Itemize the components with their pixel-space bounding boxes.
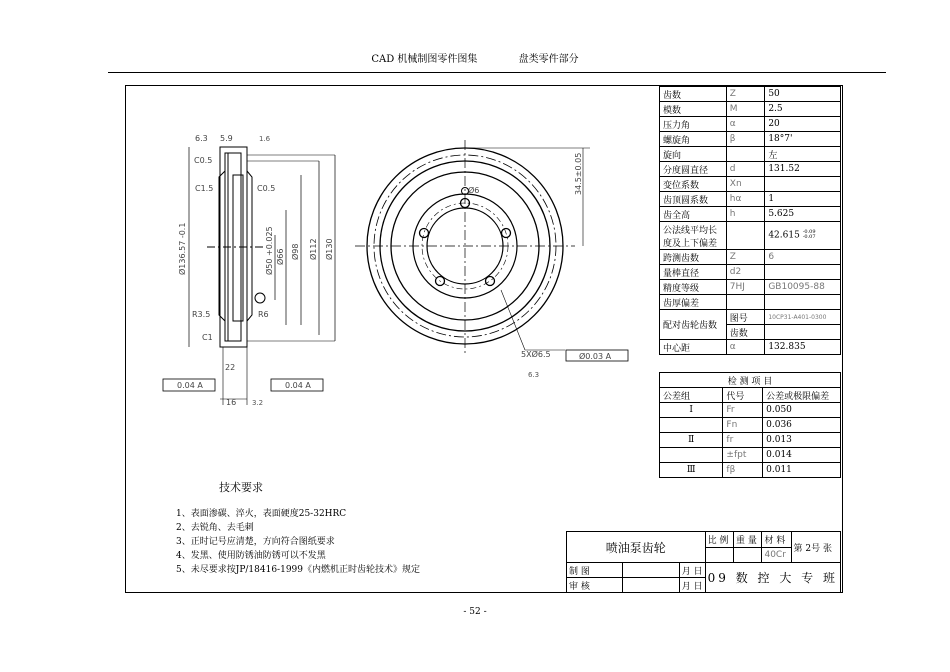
req-item: 5、未尽要求按JP/18416-1999《内燃机正时齿轮技术》规定 xyxy=(176,565,420,575)
dim-r35: R3.5 xyxy=(192,310,211,319)
front-view xyxy=(355,140,590,355)
section-dims xyxy=(177,134,334,407)
page-header xyxy=(0,50,950,65)
req-item: 2、去锐角、去毛刺 xyxy=(176,523,254,533)
dim-w22: 22 xyxy=(225,363,236,372)
req-item: 4、发黑、使用防锈油防锈可以不发黑 xyxy=(176,551,326,561)
param-value xyxy=(765,222,841,250)
wk-tol-dn: -0.07 xyxy=(802,234,816,241)
param-symbol: h xyxy=(726,207,765,222)
inspect-val: 0.011 xyxy=(763,463,841,478)
inspect-grp: Ⅰ xyxy=(660,403,723,418)
dim-holes: 5XØ6.5 xyxy=(521,350,551,359)
dim-h345: 34.5±0.05 xyxy=(574,152,583,195)
dim-112: Ø112 xyxy=(309,238,318,260)
param-value: 5.625 xyxy=(765,207,841,222)
inspect-head-code: 代号 xyxy=(723,388,763,403)
param-row xyxy=(660,265,841,280)
ra63: 6.3 xyxy=(528,371,540,379)
inspection-table xyxy=(659,372,841,478)
tolerance-frame-1 xyxy=(163,379,215,391)
tb-material-val: 40Cr xyxy=(762,548,791,563)
param-name: 跨测齿数 xyxy=(660,250,727,265)
page-number: - 52 - xyxy=(463,607,487,617)
inspect-grp: Ⅱ xyxy=(660,433,723,448)
requirements-title: 技术要求 xyxy=(219,481,263,494)
param-name: 模数 xyxy=(660,102,727,117)
wk-val: 42.615 xyxy=(768,230,800,241)
param-name: 齿顶圆系数 xyxy=(660,192,727,207)
tol2-text: 0.04 A xyxy=(285,381,311,390)
inspect-code: Fr xyxy=(723,403,763,418)
param-value xyxy=(765,295,841,310)
param-name: 量棒直径 xyxy=(660,265,727,280)
inspect-title: 检 测 项 目 xyxy=(660,373,841,388)
ra32b: 3.2 xyxy=(252,399,264,407)
param-value: 131.52 xyxy=(765,162,841,177)
requirements-list xyxy=(176,507,420,577)
param-name: 齿全高 xyxy=(660,207,727,222)
dim-98: Ø98 xyxy=(291,243,300,260)
param-symbol xyxy=(726,295,765,310)
param-symbol: α xyxy=(726,340,765,355)
param-name: 分度圆直径 xyxy=(660,162,727,177)
param-row xyxy=(660,250,841,265)
dim-pos: Ø0.03 A xyxy=(579,352,612,361)
tol1-text: 0.04 A xyxy=(177,381,203,390)
inspect-grp xyxy=(660,418,723,433)
inspect-code: Fn xyxy=(723,418,763,433)
dim-c15: C1.5 xyxy=(195,184,214,193)
tolerance-frame-2 xyxy=(271,379,323,391)
dim-w63: 6.3 xyxy=(195,134,208,143)
wk-name2: 度及上下偏差 xyxy=(663,238,718,249)
dim-c1: C1 xyxy=(202,333,213,342)
param-name: 精度等级 xyxy=(660,280,727,295)
param-value: 18°7' xyxy=(765,132,841,147)
req-item: 1、表面渗碳、淬火，表面硬度25-32HRC xyxy=(176,509,347,519)
drawing-views xyxy=(125,85,659,485)
param-symbol: hα xyxy=(726,192,765,207)
tb-ratio: 比 例 xyxy=(705,532,733,548)
front-dims xyxy=(468,153,628,361)
tb-material: 材 料 xyxy=(762,532,791,548)
param-symbol xyxy=(726,147,765,162)
param-value: 左 xyxy=(765,147,841,162)
tb-school: 09 数 控 大 专 班 xyxy=(705,563,840,593)
inspect-val: 0.014 xyxy=(763,448,841,463)
param-row xyxy=(660,117,841,132)
dim-c05a: C0.5 xyxy=(194,156,213,165)
param-row xyxy=(660,162,841,177)
param-value: GB10095-88 xyxy=(765,280,841,295)
param-value: 132.835 xyxy=(765,340,841,355)
mate-name: 配对齿轮齿数 xyxy=(660,310,727,340)
param-symbol: 7HJ xyxy=(726,280,765,295)
mate-l1: 图号 xyxy=(726,310,765,325)
dim-w59: 5.9 xyxy=(220,134,233,143)
dim-66: Ø66 xyxy=(276,248,285,265)
tb-check-date: 月 日 xyxy=(679,578,705,593)
dim-hole: Ø6 xyxy=(468,186,480,195)
dim-tip: Ø136.57 -0.1 xyxy=(178,222,187,275)
param-symbol: Z xyxy=(726,250,765,265)
dim-w16: 16 xyxy=(226,398,237,407)
param-value xyxy=(765,177,841,192)
tb-draw-date: 月 日 xyxy=(679,563,705,578)
inspect-val: 0.036 xyxy=(763,418,841,433)
inspect-row xyxy=(660,433,841,448)
param-row xyxy=(660,132,841,147)
wk-tol-up: -0.09 xyxy=(802,229,816,236)
ra16: 1.6 xyxy=(259,135,271,143)
header-right: 盘类零件部分 xyxy=(518,54,579,65)
part-name: 喷油泵齿轮 xyxy=(567,532,706,563)
param-row xyxy=(660,280,841,295)
param-symbol: β xyxy=(726,132,765,147)
inspect-head-grp: 公差组 xyxy=(660,388,723,403)
param-name: 齿厚偏差 xyxy=(660,295,727,310)
dim-r6: R6 xyxy=(258,310,269,319)
inspect-code: fβ xyxy=(723,463,763,478)
tb-draw-sig xyxy=(623,563,679,578)
wk-name1: 公法线平均长 xyxy=(663,225,718,236)
param-row xyxy=(660,340,841,355)
inspect-row xyxy=(660,403,841,418)
param-value: 2.5 xyxy=(765,102,841,117)
tb-sheet: 第 2号 张 xyxy=(791,532,841,563)
param-row xyxy=(660,177,841,192)
inspect-head-val: 公差或极限偏差 xyxy=(763,388,841,403)
param-name: 齿数 xyxy=(660,87,727,102)
param-name: 压力角 xyxy=(660,117,727,132)
tb-weight-val xyxy=(734,548,762,563)
inspect-code: fr xyxy=(723,433,763,448)
param-row xyxy=(660,222,841,250)
param-name: 螺旋角 xyxy=(660,132,727,147)
param-row xyxy=(660,147,841,162)
inspect-val: 0.013 xyxy=(763,433,841,448)
tb-check: 审 核 xyxy=(567,578,623,593)
param-name: 变位系数 xyxy=(660,177,727,192)
param-symbol: Z xyxy=(726,87,765,102)
tb-ratio-val xyxy=(705,548,733,563)
param-symbol: α xyxy=(726,117,765,132)
dim-50: Ø50 +0.025 xyxy=(265,226,274,275)
mate-l2: 齿数 xyxy=(726,325,765,340)
param-value: 6 xyxy=(765,250,841,265)
param-symbol xyxy=(726,222,765,250)
inspect-grp xyxy=(660,448,723,463)
param-symbol: d2 xyxy=(726,265,765,280)
title-block xyxy=(566,531,841,593)
mate-v1: 10CP31-A401-0300 xyxy=(765,310,841,325)
param-value: 50 xyxy=(765,87,841,102)
param-symbol: M xyxy=(726,102,765,117)
param-row xyxy=(660,295,841,310)
req-item: 3、正时记号应清楚，方向符合图纸要求 xyxy=(176,537,335,547)
inspect-row xyxy=(660,448,841,463)
param-value: 20 xyxy=(765,117,841,132)
param-value xyxy=(765,265,841,280)
param-name xyxy=(660,222,727,250)
param-name: 中心距 xyxy=(660,340,727,355)
header-left: CAD 机械制图零件图集 xyxy=(371,54,478,65)
param-row xyxy=(660,102,841,117)
inspect-code: ±fpt xyxy=(723,448,763,463)
dim-c05b: C0.5 xyxy=(257,184,276,193)
param-row xyxy=(660,192,841,207)
mate-v2 xyxy=(765,325,841,340)
inspect-grp: Ⅲ xyxy=(660,463,723,478)
param-value: 1 xyxy=(765,192,841,207)
tb-draw: 制 图 xyxy=(567,563,623,578)
inspect-val: 0.050 xyxy=(763,403,841,418)
param-row xyxy=(660,87,841,102)
dim-130: Ø130 xyxy=(325,238,334,260)
gear-param-table xyxy=(659,86,841,355)
param-symbol: d xyxy=(726,162,765,177)
param-name: 旋向 xyxy=(660,147,727,162)
header-rule xyxy=(108,72,886,73)
mate-row xyxy=(660,310,841,325)
inspect-row xyxy=(660,463,841,478)
tb-weight: 重 量 xyxy=(734,532,762,548)
param-row xyxy=(660,207,841,222)
param-symbol: Xn xyxy=(726,177,765,192)
inspect-row xyxy=(660,418,841,433)
tb-check-sig xyxy=(623,578,679,593)
